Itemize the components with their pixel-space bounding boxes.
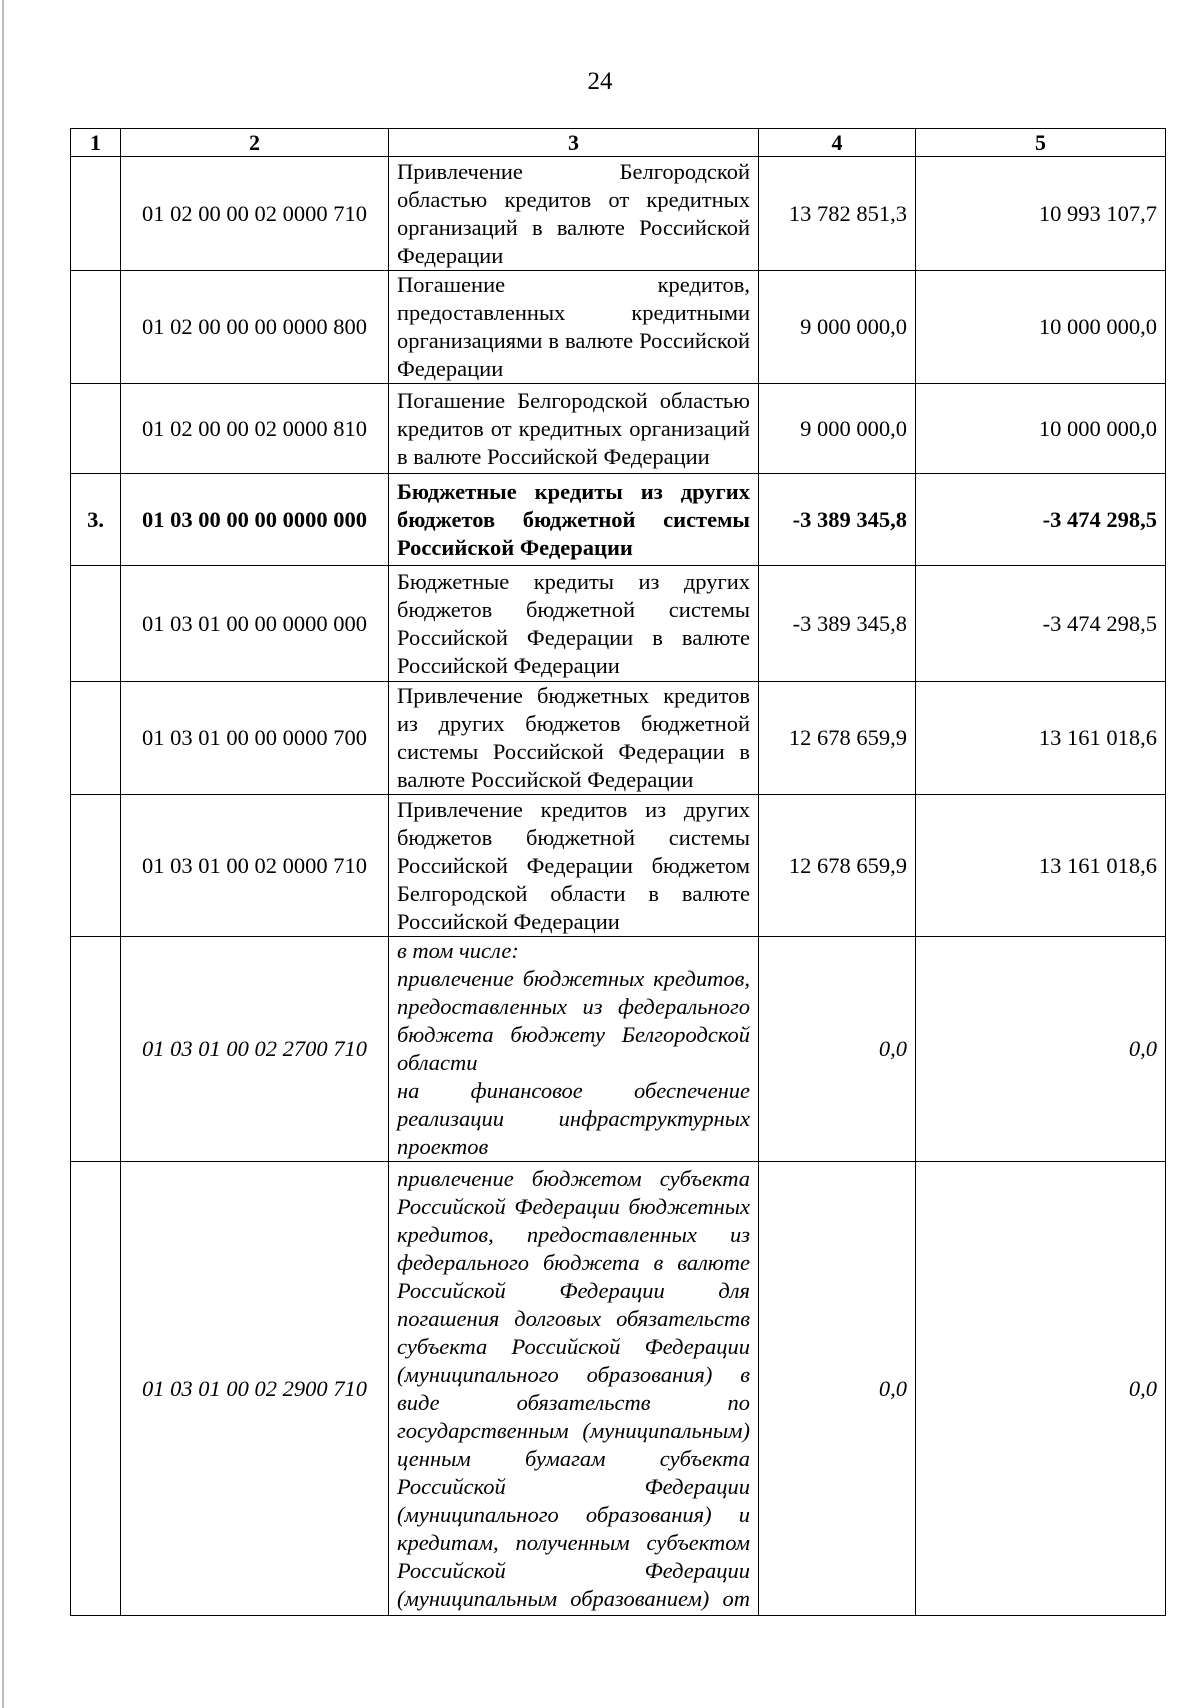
table-row — [71, 682, 1166, 795]
table-row — [71, 384, 1166, 474]
budget-code: 01 02 00 00 02 0000 710 — [121, 157, 389, 271]
row-description-main: привлечение бюджетных кредитов, предоставленных из федерального бюджета бюджету Белгородской области — [397, 966, 750, 1075]
table-row — [71, 271, 1166, 384]
row-description: Погашение Белгородской областью кредитов от кредитных организаций в валюте Российской Федерации — [389, 384, 759, 474]
row-number — [71, 1162, 121, 1616]
value-col-4: 9 000 000,0 — [759, 271, 916, 384]
budget-table — [70, 128, 1166, 1616]
value-col-5: 13 161 018,6 — [916, 682, 1166, 795]
value-col-5: 10 993 107,7 — [916, 157, 1166, 271]
table-header-row — [71, 129, 1166, 157]
value-col-5: 0,0 — [916, 1162, 1166, 1616]
budget-code: 01 03 01 00 02 0000 710 — [121, 795, 389, 937]
value-col-4: -3 389 345,8 — [759, 474, 916, 566]
row-description — [389, 937, 759, 1162]
budget-code: 01 03 01 00 00 0000 700 — [121, 682, 389, 795]
table-row — [71, 566, 1166, 682]
budget-code: 01 03 01 00 02 2900 710 — [121, 1162, 389, 1616]
value-col-5: 0,0 — [916, 937, 1166, 1162]
table-row — [71, 474, 1166, 566]
table-row — [71, 795, 1166, 937]
budget-code: 01 02 00 00 00 0000 800 — [121, 271, 389, 384]
budget-code: 01 02 00 00 02 0000 810 — [121, 384, 389, 474]
value-col-4: 12 678 659,9 — [759, 682, 916, 795]
value-col-4: 0,0 — [759, 937, 916, 1162]
value-col-5: 10 000 000,0 — [916, 271, 1166, 384]
value-col-4: 12 678 659,9 — [759, 795, 916, 937]
row-number — [71, 566, 121, 682]
row-number — [71, 157, 121, 271]
header-col-5: 5 — [916, 129, 1166, 157]
value-col-5: -3 474 298,5 — [916, 474, 1166, 566]
value-col-4: 0,0 — [759, 1162, 916, 1616]
table-row — [71, 157, 1166, 271]
row-number — [71, 271, 121, 384]
table-row — [71, 937, 1166, 1162]
value-col-4: 9 000 000,0 — [759, 384, 916, 474]
budget-code: 01 03 00 00 00 0000 000 — [121, 474, 389, 566]
row-description: Привлечение бюджетных кредитов из других бюджетов бюджетной системы Российской Федерации в валюте Российской Федерации — [389, 682, 759, 795]
row-number: 3. — [71, 474, 121, 566]
value-col-5: 13 161 018,6 — [916, 795, 1166, 937]
row-description: Бюджетные кредиты из других бюджетов бюджетной системы Российской Федерации в валюте Российской Федерации — [389, 566, 759, 682]
row-description: Привлечение кредитов из других бюджетов бюджетной системы Российской Федерации бюджетом Белгородской области в валюте Российской Федерации — [389, 795, 759, 937]
budget-code: 01 03 01 00 02 2700 710 — [121, 937, 389, 1162]
row-description-intro: в том числе: — [397, 938, 519, 963]
header-col-2: 2 — [121, 129, 389, 157]
value-col-4: 13 782 851,3 — [759, 157, 916, 271]
row-number — [71, 937, 121, 1162]
header-col-4: 4 — [759, 129, 916, 157]
header-col-3: 3 — [389, 129, 759, 157]
header-col-1: 1 — [71, 129, 121, 157]
row-number — [71, 384, 121, 474]
value-col-4: -3 389 345,8 — [759, 566, 916, 682]
row-description: Бюджетные кредиты из других бюджетов бюджетной системы Российской Федерации — [389, 474, 759, 566]
budget-code: 01 03 01 00 00 0000 000 — [121, 566, 389, 682]
scan-edge — [2, 0, 4, 1708]
row-number — [71, 682, 121, 795]
table-row — [71, 1162, 1166, 1616]
row-description: Погашение кредитов, предоставленных кредитными организациями в валюте Российской Федерации — [389, 271, 759, 384]
page-number: 24 — [587, 68, 613, 95]
row-number — [71, 795, 121, 937]
value-col-5: -3 474 298,5 — [916, 566, 1166, 682]
row-description: Привлечение Белгородской областью кредитов от кредитных организаций в валюте Российской Федерации — [389, 157, 759, 271]
row-description: привлечение бюджетом субъекта Российской Федерации бюджетных кредитов, предоставленных из федерального бюджета в валюте Российской Федерации для погашения долговых обязательств субъекта Российской Федерации (муниципального образования) в виде обязательств по государственным (муниципальным) ценным бумагам субъекта Российской Федерации (муниципального образования) и кредитам, полученным субъектом Российской Федерации (муниципальным образованием) от — [389, 1162, 759, 1616]
value-col-5: 10 000 000,0 — [916, 384, 1166, 474]
row-description-purpose: на финансовое обеспечение реализации инфраструктурных проектов — [397, 1078, 750, 1159]
